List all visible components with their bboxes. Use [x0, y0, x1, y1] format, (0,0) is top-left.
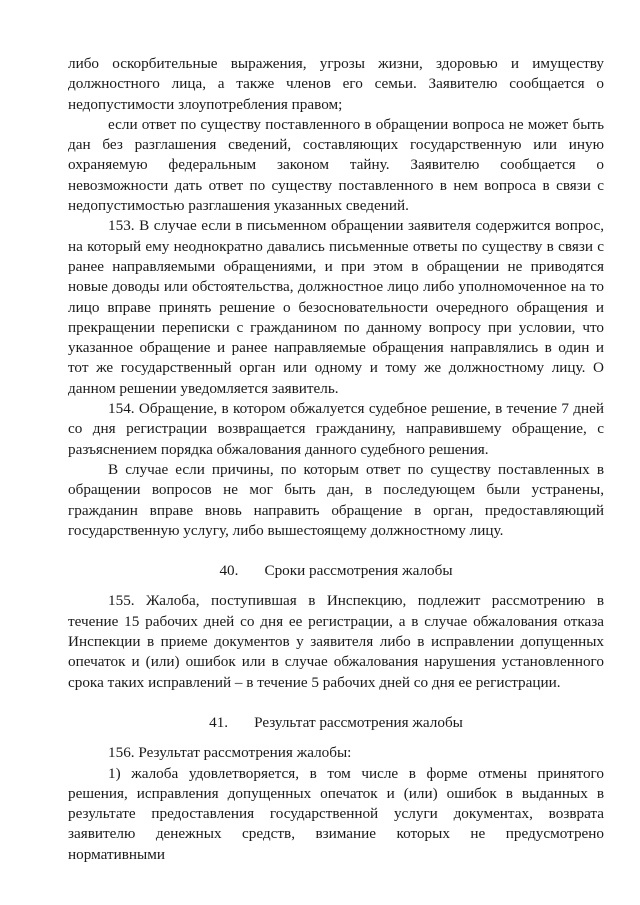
section-heading-41 [68, 713, 604, 733]
section-number: 41. [209, 713, 229, 731]
paragraph-156-item-1: 1) жалоба удовлетворяется, в том числе в форме отмены принятого решения, исправления допущенных опечаток и (или) ошибок в выданных в результате предоставления государственной услуги документах, возврата заявителю денежных средств, взимание которых не предусмотрено нормативными [68, 764, 604, 863]
paragraph-154-reasons: В случае если причины, по которым ответ по существу поставленных в обращении вопросов не мог быть дан, в последующем были устранены, гражданин вправе вновь направить обращение в орган, предоставляющий государственную услугу, либо вышестоящему должностному лицу. [68, 460, 604, 539]
section-number: 40. [219, 562, 239, 580]
section-title: Сроки рассмотрения жалобы [264, 562, 453, 580]
paragraph-154: 154. Обращение, в котором обжалуется судебное решение, в течение 7 дней со дня регистрации возвращается гражданину, направившему обращение, с разъяснением порядка обжалования данного судебного решения. [68, 400, 604, 458]
section-title: Результат рассмотрения жалобы [254, 713, 463, 731]
paragraph-153: 153. В случае если в письменном обращении заявителя содержится вопрос, на который ему неоднократно давались письменные ответы по существу в связи с ранее направляемыми обращениями, и при этом в обращении не приводятся новые доводы или обстоятельства, должностное лицо либо уполномоченное на то лицо вправе принять решение о безосновательности очередного обращения и прекращении переписки с гражданином по данному вопросу при условии, что указанное обращение и ранее направляемые обращения направлялись в один и тот же государственный орган или одному и тому же должностному лицу. О данном решении уведомляется заявитель. [68, 217, 604, 397]
paragraph-155: 155. Жалоба, поступившая в Инспекцию, подлежит рассмотрению в течение 15 рабочих дней со дня ее регистрации, а в случае обжалования отказа Инспекции в приеме документов у заявителя либо в исправлении допущенных опечаток и (или) ошибок или в случае обжалования нарушения установленного срока таких исправлений – в течение 5 рабочих дней со дня ее регистрации. [68, 592, 604, 691]
paragraph-continuation: либо оскорбительные выражения, угрозы жизни, здоровью и имуществу должностного лица, а также членов его семьи. Заявителю сообщается о недопустимости злоупотребления правом; [68, 55, 604, 113]
section-heading-40 [68, 561, 604, 581]
paragraph-156: 156. Результат рассмотрения жалобы: [108, 744, 352, 762]
paragraph-secret-info: если ответ по существу поставленного в обращении вопроса не может быть дан без разглашения сведений, составляющих государственную или иную охраняемую федеральным законом тайну. Заявителю сообщается о невозможности дать ответ по существу поставленного в нем вопроса в связи с недопустимостью разглашения указанных сведений. [68, 115, 604, 215]
document-page [68, 54, 604, 865]
